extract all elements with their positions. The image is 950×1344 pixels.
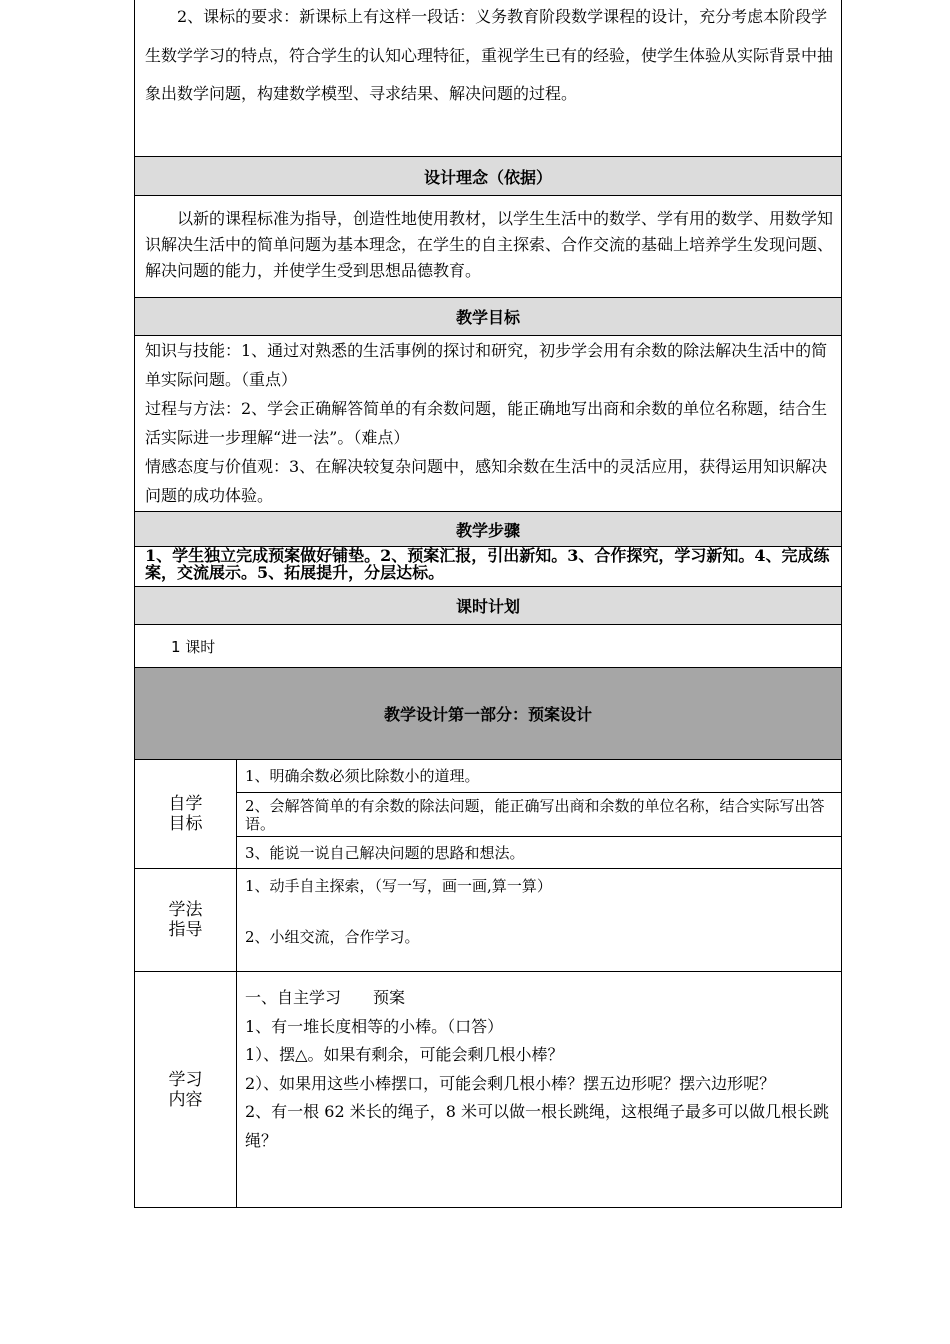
goals-heading-row (135, 297, 841, 335)
self-goal-item-2: 2、会解答简单的有余数的除法问题，能正确写出商和余数的单位名称，结合实际写出答语。 (237, 792, 841, 836)
method-label-2: 指导 (168, 920, 203, 940)
goal-attitude: 情感态度与价值观：3、在解决较复杂问题中，感知余数在生活中的灵活应用，获得运用知识解决问题的成功体验。 (145, 457, 828, 505)
content-line-1: 一、自主学习 预案 (245, 988, 406, 1007)
content-section (135, 971, 841, 1207)
content-label (135, 972, 237, 1207)
goal-process: 过程与方法：2、学会正确解答简单的有余数问题，能正确地写出商和余数的单位名称题，结合生活实际进一步理解“进一法”。（难点） (145, 399, 828, 447)
concept-heading-row (135, 156, 841, 195)
schedule-heading-row (135, 586, 841, 624)
steps-cell (135, 546, 841, 586)
concept-cell (135, 195, 841, 297)
schedule-heading: 课时计划 (455, 597, 520, 616)
schedule-text: 1 课时 (171, 637, 216, 656)
self-goal-item-3: 3、能说一说自己解决问题的思路和想法。 (237, 836, 841, 868)
method-item-1: 1、动手自主探索，（写一写，画一画,算一算） (245, 877, 552, 895)
method-label (135, 869, 237, 971)
intro-text: 2、课标的要求：新课标上有这样一段话：义务教育阶段数学课程的设计，充分考虑本阶段学生数学学习的特点，符合学生的认知心理特征，重视学生已有的经验，使学生体验从实际背景中抽象出数学问题，构建数学模型、寻求结果、解决问题的过程。 (145, 7, 834, 103)
intro-cell (135, 0, 841, 156)
part1-heading: 教学设计第一部分：预案设计 (383, 705, 592, 724)
content-line-4: 2）、如果用这些小棒摆口，可能会剩几根小棒？摆五边形呢？摆六边形呢？ (245, 1073, 776, 1093)
self-goal-label (135, 760, 237, 868)
steps-heading-row (135, 511, 841, 546)
self-goal-section (135, 759, 841, 868)
lesson-plan-table (134, 0, 842, 1208)
content-line-3: 1）、摆△。如果有剩余，可能会剩几根小棒？ (245, 1045, 564, 1064)
content-label-2: 内容 (168, 1089, 203, 1110)
content-cell (237, 972, 841, 1207)
part1-heading-row (135, 667, 841, 759)
concept-heading: 设计理念（依据） (423, 167, 552, 187)
goal-knowledge: 知识与技能：1、通过对熟悉的生活事例的探讨和研究，初步学会用有余数的除法解决生活中的简单实际问题。（重点） (145, 341, 828, 389)
content-line-2: 1、有一堆长度相等的小棒。（口答） (245, 1016, 504, 1036)
concept-text: 以新的课程标准为指导，创造性地使用教材，以学生生活中的数学、学有用的数学、用数学知识解决生活中的简单问题为基本理念，在学生的自主探索、合作交流的基础上培养学生发现问题、解决问题的能力，并使学生受到思想品德教育。 (145, 209, 834, 280)
goals-heading: 教学目标 (455, 308, 520, 327)
method-label-1: 学法 (168, 900, 203, 920)
self-goal-label-2: 目标 (168, 814, 203, 834)
self-goal-label-1: 自学 (168, 794, 203, 814)
content-line-5: 2、有一根 62 米长的绳子，8 米可以做一根长跳绳，这根绳子最多可以做几根长跳绳？ (245, 1102, 829, 1150)
self-goal-item-1: 1、明确余数必须比除数小的道理。 (245, 767, 480, 785)
method-section (135, 868, 841, 971)
schedule-cell (135, 624, 841, 667)
steps-heading: 教学步骤 (455, 520, 520, 540)
goals-cell (135, 335, 841, 511)
content-label-1: 学习 (168, 1069, 203, 1090)
steps-text: 1、学生独立完成预案做好铺垫。2、预案汇报，引出新知。3、合作探究，学习新知。4、完成练案，交流展示。5、拓展提升，分层达标。 (145, 546, 830, 582)
method-item-2: 2、小组交流，合作学习。 (245, 928, 420, 946)
